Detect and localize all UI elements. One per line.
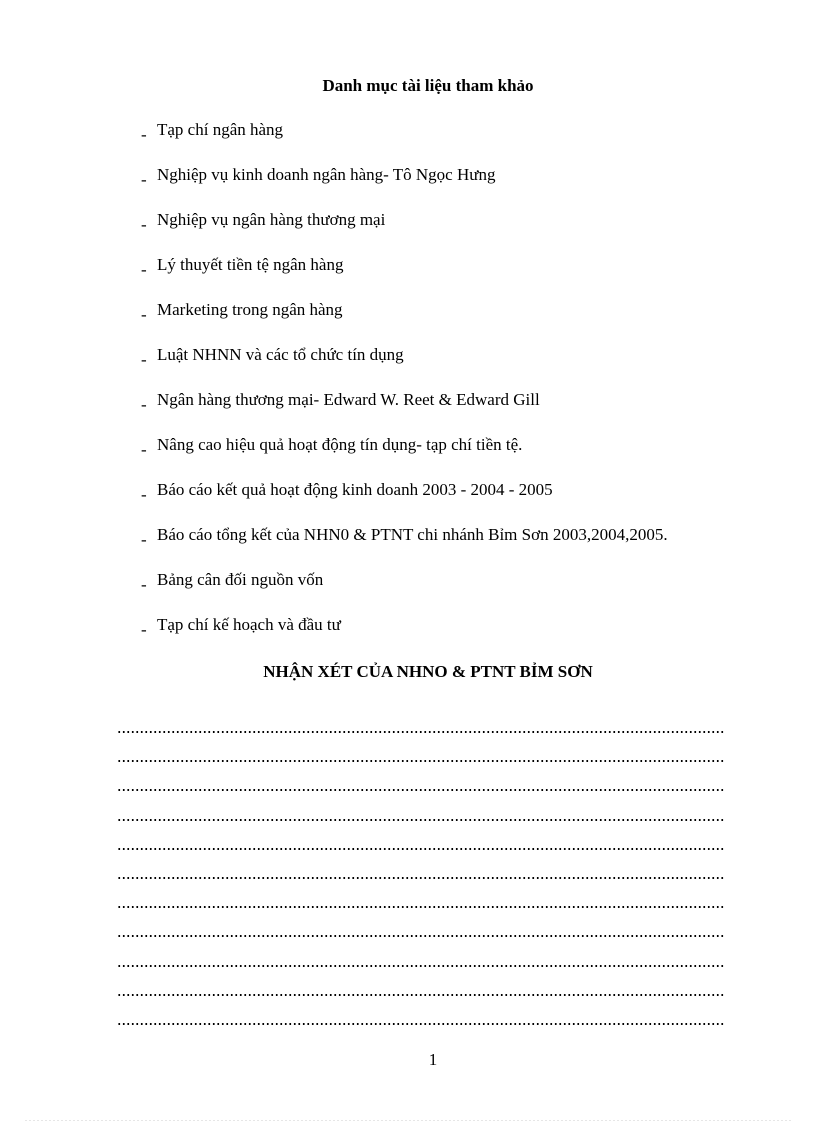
reference-text: Nghiệp vụ ngân hàng thương mại	[157, 210, 386, 229]
review-section-title: NHẬN XÉT CỦA NHNO & PTNT BỈM SƠN	[263, 662, 593, 681]
reference-text: Báo cáo tổng kết của NHN0 & PTNT chi nhánh Bỉm Sơn 2003,2004,2005.	[157, 525, 668, 544]
reference-text: Ngân hàng thương mại- Edward W. Reet & Edward Gill	[157, 390, 540, 409]
reference-text: Lý thuyết tiền tệ ngân hàng	[157, 255, 344, 274]
reference-item	[141, 388, 540, 412]
dotted-review-line	[117, 935, 725, 937]
dotted-review-line	[117, 819, 725, 821]
dotted-review-line	[117, 965, 725, 967]
dash-bullet-icon: -	[141, 305, 147, 324]
dash-bullet-icon: -	[141, 260, 147, 279]
dash-bullet-icon: -	[141, 440, 147, 459]
dotted-review-line	[117, 760, 725, 762]
reference-text: Nghiệp vụ kinh doanh ngân hàng- Tô Ngọc Hưng	[157, 165, 496, 184]
reference-text: Nâng cao hiệu quả hoạt động tín dụng- tạp chí tiền tệ.	[157, 435, 523, 454]
reference-item	[141, 253, 343, 277]
dash-bullet-icon: -	[141, 530, 147, 549]
reference-text: Tạp chí ngân hàng	[157, 120, 284, 139]
dash-bullet-icon: -	[141, 620, 147, 639]
dash-bullet-icon: -	[141, 575, 147, 594]
reference-item	[141, 163, 495, 187]
reference-item	[141, 478, 553, 502]
dash-bullet-icon: -	[141, 125, 147, 144]
dotted-review-line	[117, 877, 725, 879]
dash-bullet-icon: -	[141, 395, 147, 414]
reference-text: Tạp chí kế hoạch và đầu tư	[157, 615, 341, 634]
dotted-review-line	[117, 789, 725, 791]
dotted-review-line	[117, 731, 725, 733]
dotted-review-line	[117, 994, 725, 996]
dash-bullet-icon: -	[141, 215, 147, 234]
page-number: 1	[428, 1050, 438, 1069]
reference-item	[141, 523, 668, 547]
reference-item	[141, 568, 323, 592]
page-title: Danh mục tài liệu tham khảo	[322, 76, 534, 95]
reference-item	[141, 613, 341, 637]
reference-item	[141, 433, 522, 457]
dash-bullet-icon: -	[141, 350, 147, 369]
dotted-review-line	[117, 906, 725, 908]
reference-item	[141, 208, 385, 232]
reference-text: Marketing trong ngân hàng	[157, 300, 343, 319]
reference-text: Bảng cân đối nguồn vốn	[157, 570, 324, 589]
dash-bullet-icon: -	[141, 485, 147, 504]
dash-bullet-icon: -	[141, 170, 147, 189]
dotted-review-line	[117, 848, 725, 850]
reference-text: Báo cáo kết quả hoạt động kinh doanh 2003 - 2004 - 2005	[157, 480, 553, 499]
page-bottom-border	[24, 1120, 792, 1121]
reference-item	[141, 343, 404, 367]
reference-item	[141, 118, 283, 142]
dotted-review-line	[117, 1023, 725, 1025]
reference-item	[141, 298, 343, 322]
reference-text: Luật NHNN và các tổ chức tín dụng	[157, 345, 404, 364]
